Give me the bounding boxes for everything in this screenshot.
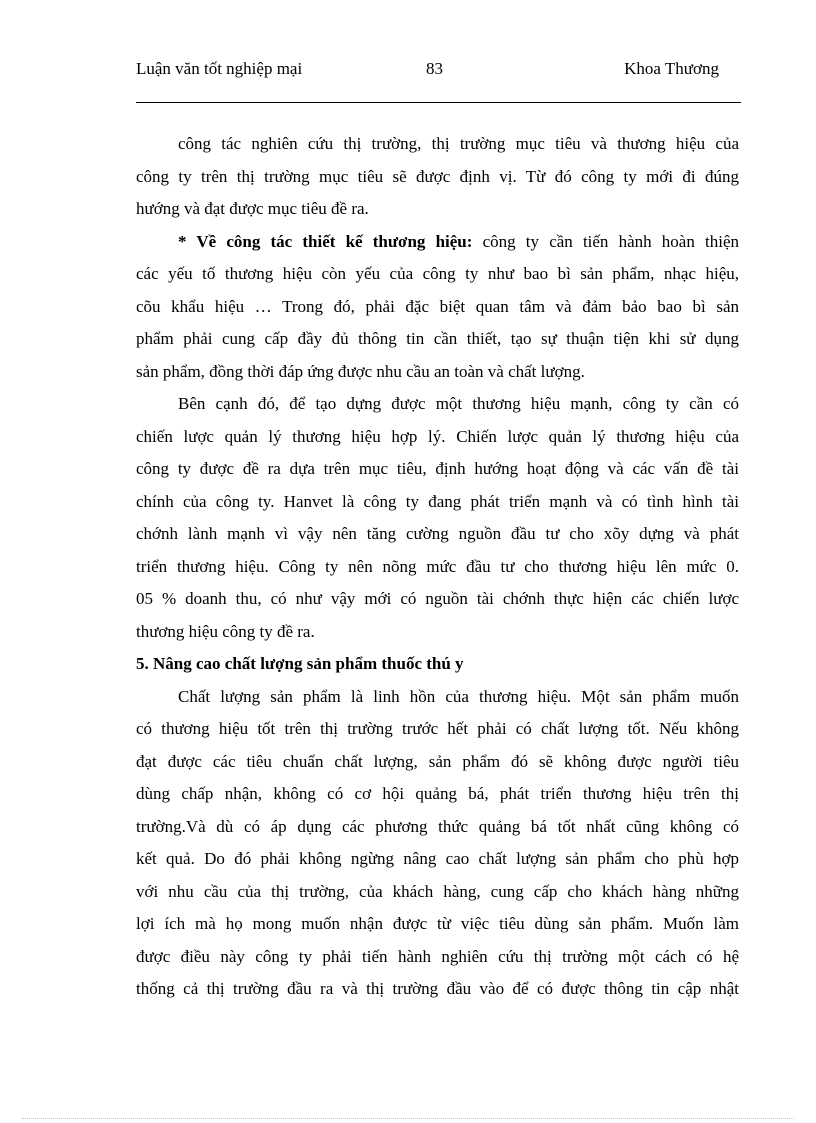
page-bottom-divider (22, 1118, 794, 1119)
text-line: cõu khẩu hiệu … Trong đó, phải đặc biệt quan tâm và đảm bảo bao bì sản (136, 296, 739, 316)
section-heading-text: 5. Nâng cao chất lượng sản phẩm thuốc thú y (136, 654, 464, 673)
page-header (136, 58, 741, 103)
paragraph-design-line (136, 226, 739, 259)
bold-lead-in: * Về công tác thiết kế thương hiệu: (178, 231, 473, 251)
text-line: sản phẩm, đồng thời đáp ứng được nhu cầu an toàn và chất lượng. (136, 361, 585, 381)
section-heading (136, 648, 739, 681)
text-line: lợi ích mà họ mong muốn nhận được từ việc tiêu dùng sản phẩm. Muốn làm (136, 914, 739, 933)
page-number: 83 (426, 59, 443, 78)
text-line: có thương hiệu tốt trên thị trường trước hết phải có chất lượng tốt. Nếu không (136, 719, 739, 738)
text-line: chính của công ty. Hanvet là công ty đang phát triển mạnh và có tình hình tài (136, 491, 739, 511)
text-line: Chất lượng sản phẩm là linh hồn của thương hiệu. Một sản phẩm muốn (178, 686, 739, 706)
text-line: đạt được các tiêu chuẩn chất lượng, sản phẩm đó sẽ không được người tiêu (136, 751, 739, 771)
document-body (136, 128, 739, 1006)
text-line: chiến lược quản lý thương hiệu hợp lý. Chiến lược quản lý thương hiệu của (136, 426, 739, 446)
text-line: công tác nghiên cứu thị trường, thị trường mục tiêu và thương hiệu của (178, 134, 739, 153)
text-line: dùng chấp nhận, không có cơ hội quảng bá, phát triển thương hiệu trên thị (136, 784, 739, 803)
text-line: thương hiệu công ty đề ra. (136, 621, 315, 641)
text-span: công ty cần tiến hành hoàn thiện (472, 231, 740, 251)
text-line: với nhu cầu của thị trường, của khách hàng, cung cấp cho khách hàng những (136, 881, 739, 901)
text-line: chớnh lành mạnh vì vậy nên tăng cường nguồn đầu tư cho xõy dựng và phát (136, 524, 739, 543)
text-line: 05 % doanh thu, có như vậy mới có nguồn tài chớnh thực hiện các chiến lược (136, 589, 739, 608)
text-line: công ty được đề ra dựa trên mục tiêu, định hướng hoạt động và các vấn đề tài (136, 459, 739, 478)
text-line: kết quả. Do đó phải không ngừng nâng cao chất lượng sản phẩm cho phù hợp (136, 849, 739, 868)
text-line: các yếu tố thương hiệu còn yếu của công ty như bao bì sản phẩm, nhạc hiệu, (136, 264, 739, 283)
text-line: phẩm phải cung cấp đầy đủ thông tin cần thiết, tạo sự thuận tiện khi sử dụng (136, 329, 739, 348)
text-line: được điều này công ty phải tiến hành nghiên cứu thị trường một cách có hệ (136, 946, 739, 966)
text-line: hướng và đạt được mục tiêu đề ra. (136, 199, 369, 218)
text-line: triển thương hiệu. Công ty nên nõng mức đầu tư cho thương hiệu lên mức 0. (136, 556, 739, 576)
header-thesis-title: Luận văn tốt nghiệp mại (136, 59, 303, 78)
text-line: công ty trên thị trường mục tiêu sẽ được định vị. Từ đó công ty mới đi đúng (136, 166, 739, 186)
text-line: Bên cạnh đó, để tạo dựng được một thương hiệu mạnh, công ty cần có (178, 394, 739, 413)
text-line: thống cả thị trường đầu ra và thị trường đầu vào để có được thông tin cập nhật (136, 979, 739, 998)
text-line: trường.Và dù có áp dụng các phương thức quảng bá tốt nhất cũng không có (136, 816, 739, 836)
header-faculty: Khoa Thương (624, 59, 719, 78)
